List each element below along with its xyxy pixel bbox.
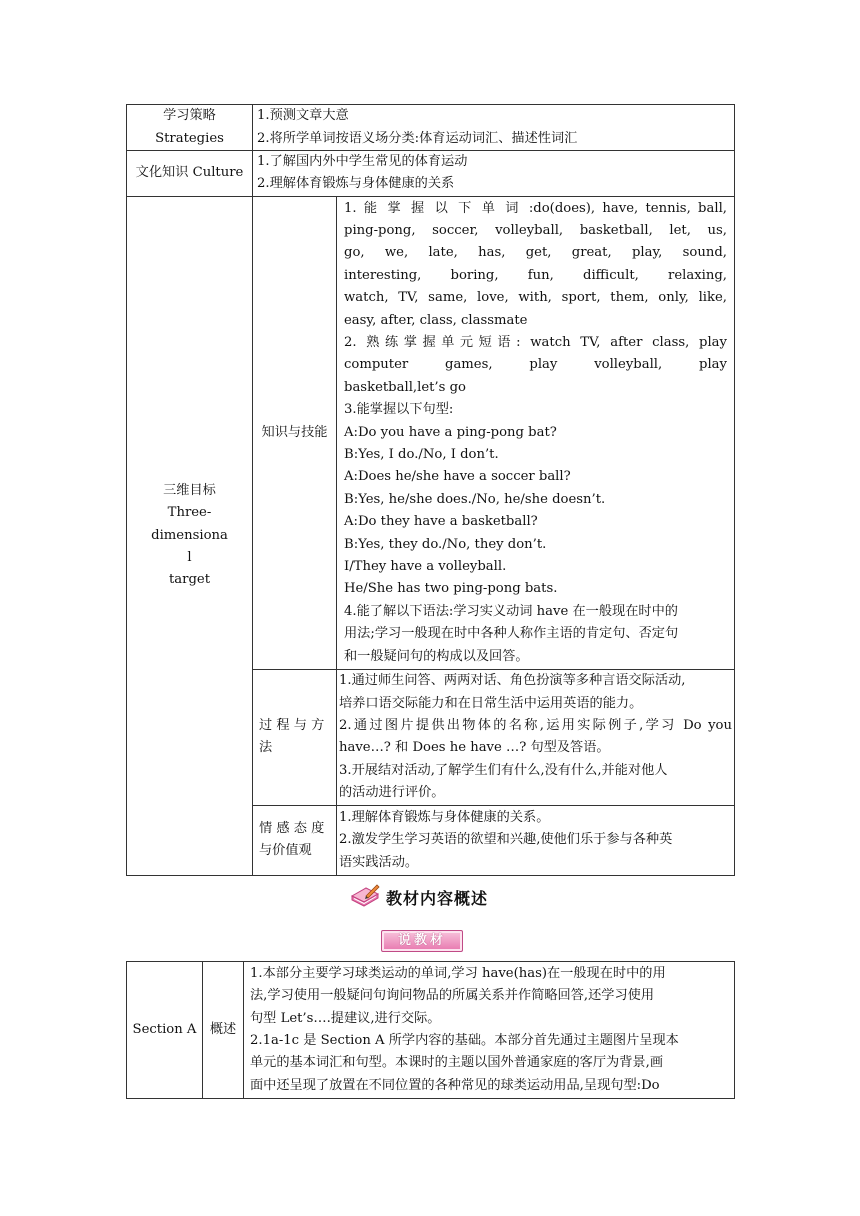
emotion-line: 语实践活动。 <box>339 854 419 870</box>
table-row <box>127 105 735 151</box>
overview-label: 概述 <box>209 1021 237 1037</box>
overview-line: 句型 Let’s….提建议,进行交际。 <box>250 1010 441 1026</box>
overview-label-cell <box>203 962 244 1099</box>
three-dim-label-cell <box>127 196 253 875</box>
book-pencil-icon <box>350 884 380 910</box>
culture-line: 1.了解国内外中学生常见的体育运动 <box>257 154 468 169</box>
section-heading <box>0 880 860 912</box>
overview-line: 法,学习使用一般疑问句询问物品的所属关系并作简略回答,还学习使用 <box>250 988 655 1004</box>
knowledge-line: 4.能了解以下语法:学习实义动词 have 在一般现在时中的 <box>344 603 678 619</box>
overview-line: 1.本部分主要学习球类运动的单词,学习 have(has)在一般现在时中的用 <box>250 965 666 981</box>
process-label-2: 法 <box>259 740 273 756</box>
knowledge-line: interesting, boring, fun, difficult, relaxing, <box>344 267 727 283</box>
three-dim-label-en-3: target <box>168 572 210 588</box>
knowledge-line: basketball,let’s go <box>344 379 466 395</box>
knowledge-line: 3.能掌握以下句型: <box>344 402 454 418</box>
culture-content <box>253 151 735 197</box>
knowledge-line: 和一般疑问句的构成以及回答。 <box>344 648 529 664</box>
process-label-cell <box>253 669 337 805</box>
emotion-label-cell <box>253 805 337 875</box>
knowledge-line: B:Yes, they do./No, they don’t. <box>344 536 547 552</box>
knowledge-line: 用法;学习一般现在时中各种人称作主语的肯定句、否定句 <box>344 626 679 642</box>
table-row <box>127 151 735 197</box>
section-label: Section A <box>132 1021 197 1037</box>
strategies-label-cell <box>127 105 253 151</box>
process-content <box>337 669 735 805</box>
process-label-1: 过 程 与 方 <box>259 717 325 733</box>
strategies-line: 2.将所学单词按语义场分类:体育运动词汇、描述性词汇 <box>257 130 578 146</box>
knowledge-line: B:Yes, I do./No, I don’t. <box>344 447 499 463</box>
knowledge-line: I/They have a volleyball. <box>344 559 507 575</box>
culture-label-cell <box>127 151 253 197</box>
knowledge-line: ping-pong, soccer, volleyball, basketball, let, us, <box>344 222 727 238</box>
process-line: 的活动进行评价。 <box>339 785 445 801</box>
table-row <box>127 962 735 1099</box>
overview-line: 面中还呈现了放置在不同位置的各种常见的球类运动用品,呈现句型:Do <box>250 1077 660 1093</box>
emotion-line: 1.理解体育锻炼与身体健康的关系。 <box>339 809 550 825</box>
culture-line: 2.理解体育锻炼与身体健康的关系 <box>257 176 455 192</box>
three-dim-label-en-2: l <box>187 550 192 566</box>
knowledge-line: B:Yes, he/she does./No, he/she doesn’t. <box>344 491 606 507</box>
strategies-label-en: Strategies <box>155 130 224 146</box>
process-line: 2.通过图片提供出物体的名称,运用实际例子,学习 Do you <box>339 717 732 733</box>
knowledge-line: A:Does he/she have a soccer ball? <box>344 469 571 485</box>
knowledge-label: 知识与技能 <box>261 424 328 440</box>
objectives-table <box>126 104 735 876</box>
knowledge-line: He/She has two ping-pong bats. <box>344 581 558 597</box>
section-badge-label: 说教材 <box>397 933 446 948</box>
knowledge-label-cell <box>253 196 337 669</box>
three-dim-label-cn: 三维目标 <box>163 482 216 498</box>
knowledge-line: computer games, play volleyball, play <box>344 357 727 373</box>
section-heading-title: 教材内容概述 <box>386 888 489 908</box>
three-dim-label-en-1: Three-dimensiona <box>151 505 228 543</box>
emotion-label-2: 与价值观 <box>259 843 312 859</box>
section-label-cell <box>127 962 203 1099</box>
knowledge-line: 1. 能 掌 握 以 下 单 词 :do(does), have, tennis, ball, <box>344 200 727 216</box>
strategies-content <box>253 105 735 151</box>
emotion-label-1: 情 感 态 度 <box>259 820 325 836</box>
section-a-table <box>126 961 735 1099</box>
overview-content <box>244 962 735 1099</box>
knowledge-line: A:Do you have a ping-pong bat? <box>344 424 557 440</box>
culture-label: 文化知识 Culture <box>135 165 244 181</box>
process-line: 1.通过师生问答、两两对话、角色扮演等多种言语交际活动, <box>339 673 686 689</box>
knowledge-content <box>337 196 735 669</box>
emotion-content <box>337 805 735 875</box>
emotion-line: 2.激发学生学习英语的欲望和兴趣,使他们乐于参与各种英 <box>339 832 673 848</box>
section-badge <box>381 930 463 952</box>
strategies-line: 1.预测文章大意 <box>257 108 349 124</box>
knowledge-line: easy, after, class, classmate <box>344 312 528 328</box>
process-line: have…? 和 Does he have …? 句型及答语。 <box>339 740 610 756</box>
knowledge-line: 2. 熟练掌握单元短语: watch TV, after class, play <box>344 334 727 350</box>
table-row <box>127 196 735 669</box>
knowledge-line: A:Do they have a basketball? <box>344 514 538 530</box>
overview-line: 2.1a-1c 是 Section A 所学内容的基础。本部分首先通过主题图片呈现本 <box>250 1033 679 1048</box>
knowledge-line: watch, TV, same, love, with, sport, them, only, like, <box>344 290 727 306</box>
process-line: 培养口语交际能力和在日常生活中运用英语的能力。 <box>339 695 643 711</box>
knowledge-line: go, we, late, has, get, great, play, sound, <box>344 245 727 261</box>
strategies-label-cn: 学习策略 <box>163 108 216 124</box>
process-line: 3.开展结对活动,了解学生们有什么,没有什么,并能对他人 <box>339 762 668 778</box>
overview-line: 单元的基本词汇和句型。本课时的主题以国外普通家庭的客厅为背景,画 <box>250 1055 664 1071</box>
